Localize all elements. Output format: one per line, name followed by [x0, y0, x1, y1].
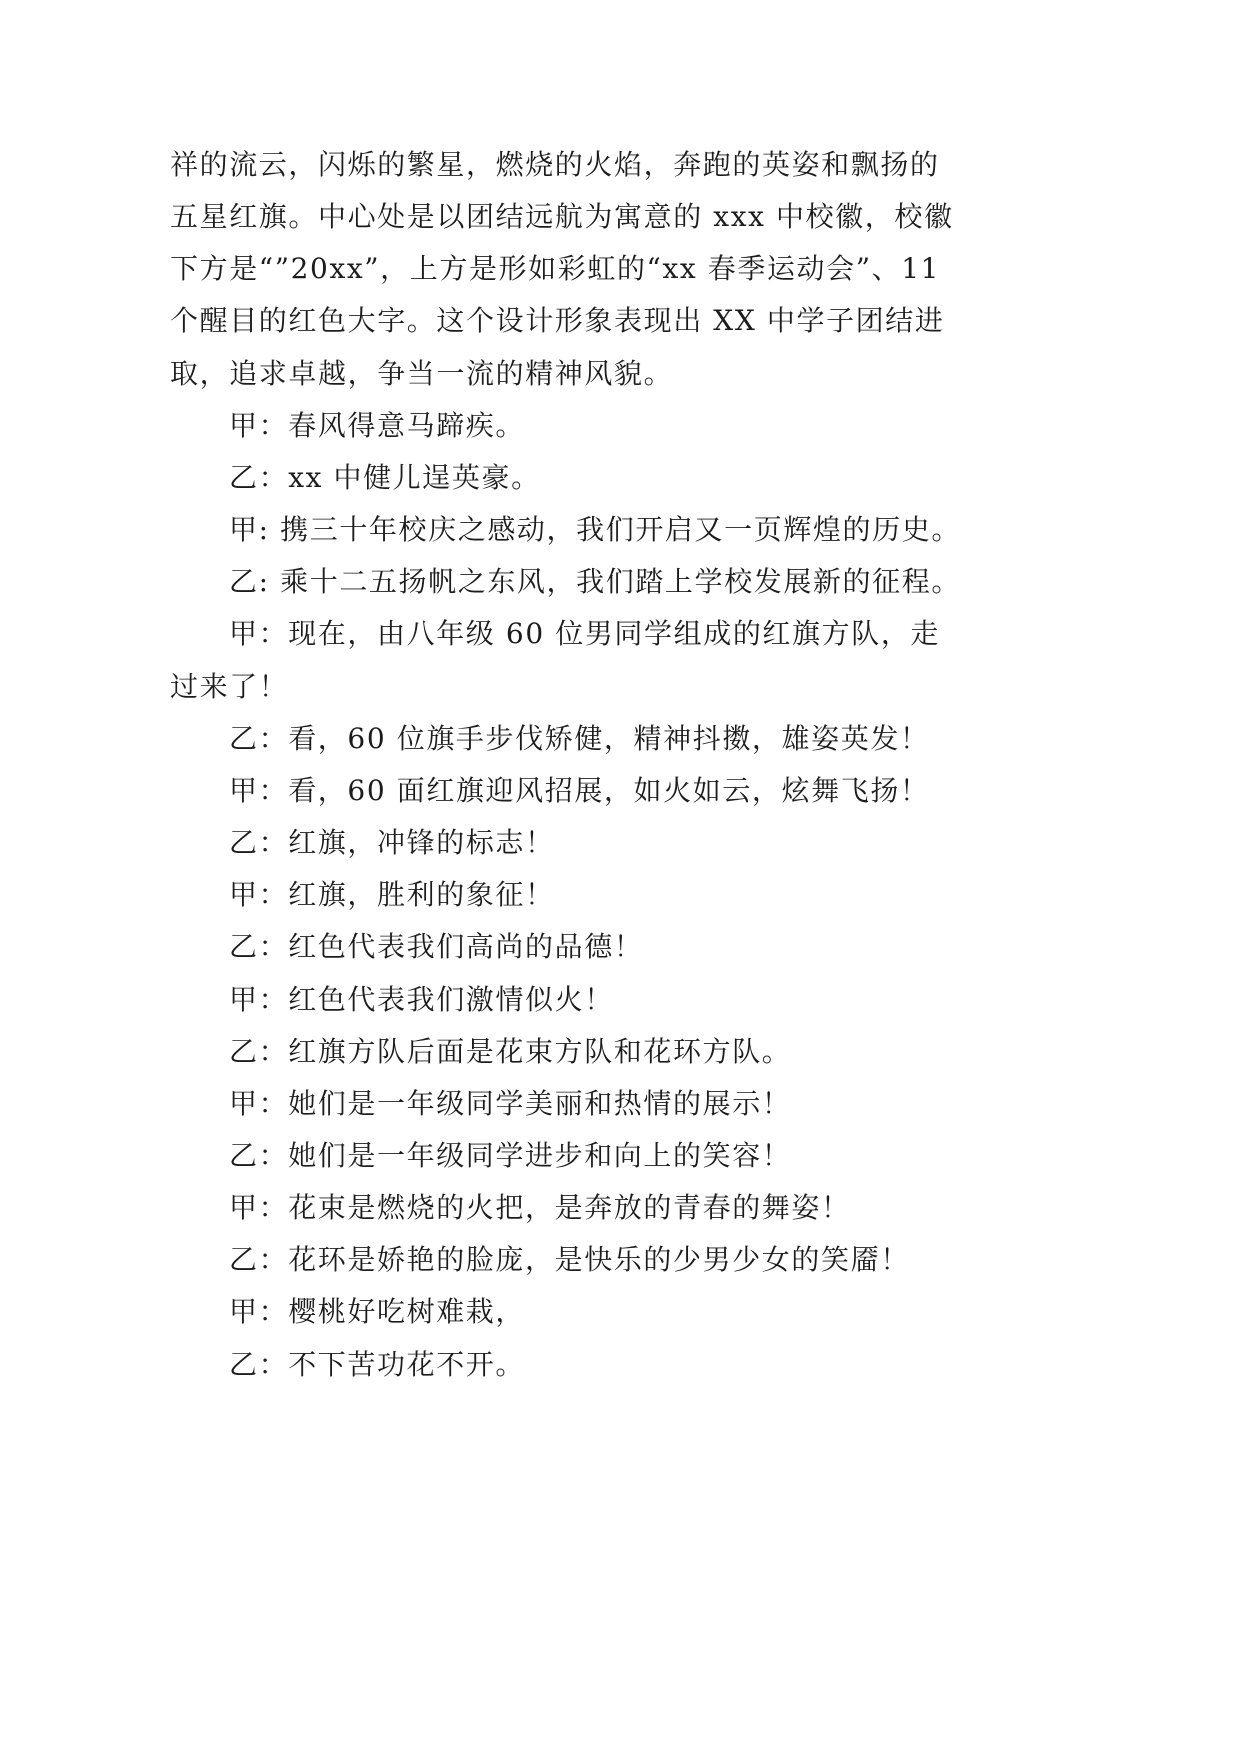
- dialogue-paragraph: [170, 504, 1070, 556]
- dialogue-line: 乙：红色代表我们高尚的品德！: [229, 930, 644, 964]
- dialogue-line: 乙：看，60 位旗手步伐矫健，精神抖擞，雄姿英发！: [229, 721, 930, 755]
- dialogue-line: 甲：她们是一年级同学美丽和热情的展示！: [229, 1086, 792, 1120]
- document-body: [170, 139, 1070, 1391]
- dialogue-paragraph: [170, 713, 1070, 765]
- paragraph-continued: [170, 139, 1070, 400]
- dialogue-paragraph: [170, 869, 1070, 921]
- dialogue-line: 乙：xx 中健儿逞英豪。: [229, 460, 541, 494]
- dialogue-paragraph: [170, 765, 1070, 817]
- dialogue-paragraph: [170, 452, 1070, 504]
- text-line: 个醒目的红色大字。这个设计形象表现出 XX 中学子团结进: [170, 304, 945, 338]
- dialogue-paragraph: [170, 817, 1070, 869]
- dialogue-line: 甲：红色代表我们激情似火！: [229, 982, 614, 1016]
- dialogue-paragraph: [170, 608, 1070, 712]
- dialogue-paragraph: [170, 1078, 1070, 1130]
- text-line: 五星红旗。中心处是以团结远航为寓意的 xxx 中校徽，校徽: [170, 200, 954, 234]
- dialogue-paragraph: [170, 921, 1070, 973]
- dialogue-line: 甲：现在，由八年级 60 位男同学组成的红旗方队，走: [229, 617, 941, 651]
- dialogue-paragraph: [170, 1234, 1070, 1286]
- dialogue-paragraph: [170, 1026, 1070, 1078]
- dialogue-line: 乙：她们是一年级同学进步和向上的笑容！: [229, 1138, 792, 1172]
- text-line: 祥的流云，闪烁的繁星，燃烧的火焰，奔跑的英姿和飘扬的: [170, 148, 940, 181]
- dialogue-line: 甲：红旗，胜利的象征！: [229, 878, 555, 912]
- dialogue-line: 甲: 携三十年校庆之感动，我们开启又一页辉煌的历史。: [229, 513, 961, 547]
- dialogue-paragraph: [170, 556, 1070, 608]
- dialogue-paragraph: [170, 1182, 1070, 1234]
- dialogue-line: 甲：花束是燃烧的火把，是奔放的青春的舞姿！: [229, 1191, 851, 1225]
- dialogue-line: 甲：春风得意马蹄疾。: [229, 408, 526, 442]
- dialogue-line: 乙：红旗，冲锋的标志！: [229, 826, 555, 860]
- dialogue-paragraph: [170, 1130, 1070, 1182]
- dialogue-line: 乙：不下苦功花不开。: [229, 1347, 526, 1381]
- text-line: 下方是“”20xx”，上方是形如彩虹的“xx 春季运动会”、11: [170, 252, 941, 286]
- dialogue-line: 乙：花环是娇艳的脸庞，是快乐的少男少女的笑靥！: [229, 1243, 910, 1277]
- text-line: 取，追求卓越，争当一流的精神风貌。: [170, 356, 674, 390]
- dialogue-line-continued: 过来了！: [170, 669, 289, 703]
- dialogue-line: 甲：樱桃好吃树难栽，: [229, 1295, 526, 1329]
- dialogue-paragraph: [170, 400, 1070, 452]
- dialogue-paragraph: [170, 1286, 1070, 1338]
- dialogue-line: 乙: 乘十二五扬帆之东风，我们踏上学校发展新的征程。: [229, 565, 961, 599]
- dialogue-line: 乙：红旗方队后面是花束方队和花环方队。: [229, 1034, 792, 1068]
- dialogue-paragraph: [170, 974, 1070, 1026]
- dialogue-paragraph: [170, 1339, 1070, 1391]
- dialogue-line: 甲：看，60 面红旗迎风招展，如火如云，炫舞飞扬！: [229, 773, 930, 807]
